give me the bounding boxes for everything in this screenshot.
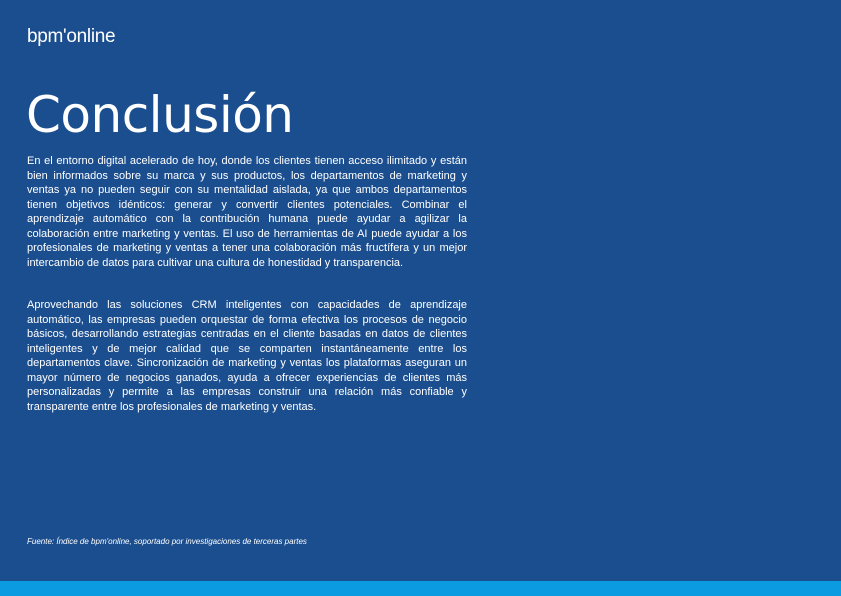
page-title: Conclusión [26,86,294,144]
body-paragraph-1: En el entorno digital acelerado de hoy, donde los clientes tienen acceso ilimitado y están bien informados sobre su marca y sus productos, los departamentos de marketing y ventas ya no pueden seguir con su mentalidad aislada, ya que ambos departamentos tienen objetivos idénticos: generar y convertir clientes potenciales. Combinar el aprendizaje automático con la contribución humana puede ayudar a agilizar la colaboración entre marketing y ventas. El uso de herramientas de AI puede ayudar a los profesionales de marketing y ventas a tener una colaboración más fructífera y un mejor intercambio de datos para cultivar una cultura de honestidad y transparencia. [27,155,467,269]
source-footnote: Fuente: Índice de bpm'online, soportado por investigaciones de terceras partes [27,537,307,546]
body-paragraph-2: Aprovechando las soluciones CRM inteligentes con capacidades de aprendizaje automático, las empresas pueden orquestar de forma efectiva los procesos de negocio básicos, desarrollando estrategias centradas en el cliente basadas en datos de clientes inteligentes y de mejor calidad que se comparten instantáneamente entre los departamentos clave. Sincronización de marketing y ventas los plataformas aseguran un mayor número de negocios ganados, ayuda a ofrecer experiencias de clientes más personalizadas y permite a las empresas construir una relación más confiable y transparente entre los profesionales de marketing y ventas. [27,299,467,413]
bottom-accent-bar [0,581,841,596]
brand-logo: bpm'online [27,26,116,47]
